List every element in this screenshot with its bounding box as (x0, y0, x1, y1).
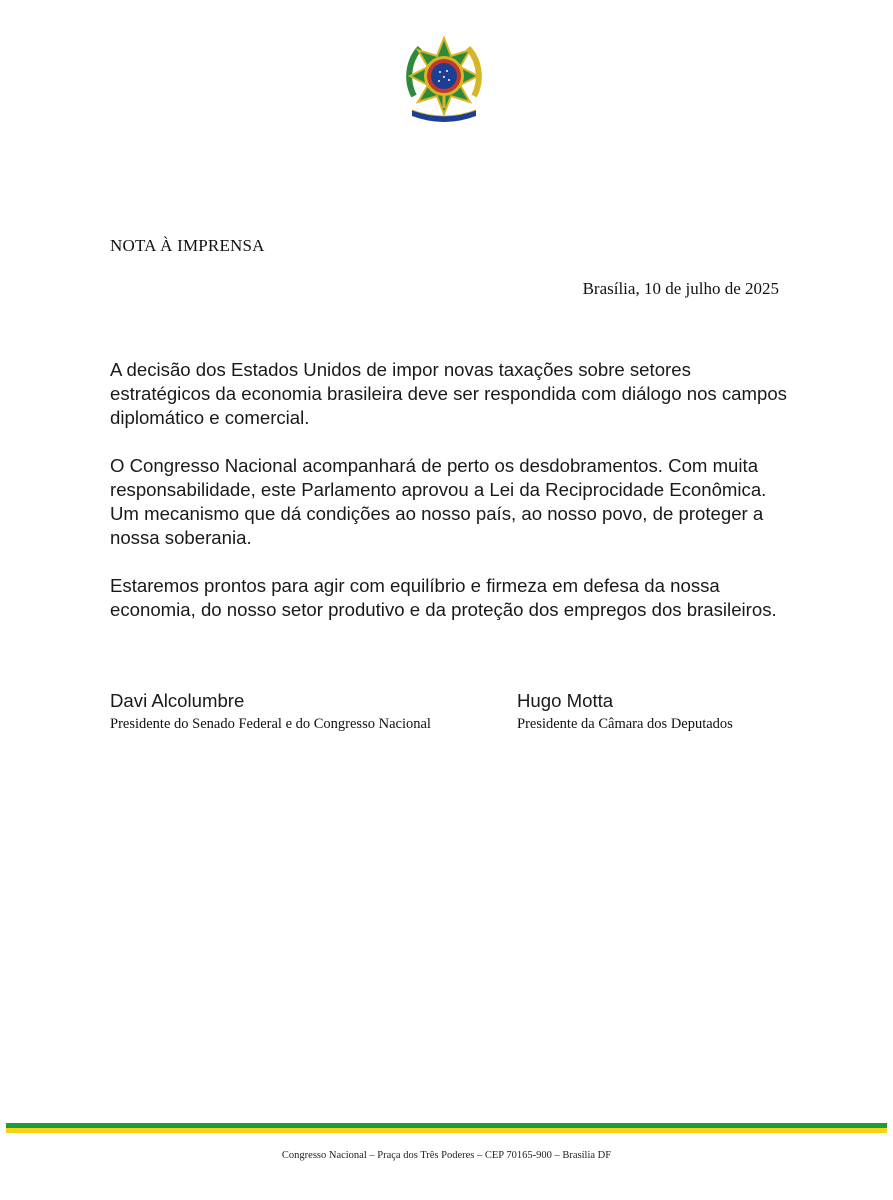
footer-address: Congresso Nacional – Praça dos Três Poderes – CEP 70165-900 – Brasília DF (281, 1150, 612, 1161)
press-note-title: NOTA À IMPRENSA (110, 236, 265, 255)
date-line: Brasília, 10 de julho de 2025 (582, 279, 779, 298)
signatory-role: Presidente da Câmara dos Deputados (517, 716, 733, 732)
footer-band-yellow (6, 1128, 887, 1133)
signature-block-chamber (517, 690, 733, 735)
signature-block-senate (110, 690, 431, 735)
paragraph: Estaremos prontos para agir com equilíbrio e firmeza em defesa da nossa economia, do nosso setor produtivo e da proteção dos empregos dos brasileiros. (110, 575, 777, 620)
paragraph: A decisão dos Estados Unidos de impor novas taxações sobre setores estratégicos da economia brasileira deve ser respondida com diálogo nos campos diplomático e comercial. (110, 359, 787, 428)
signatory-role: Presidente do Senado Federal e do Congresso Nacional (110, 716, 431, 732)
coat-of-arms-icon (404, 36, 484, 122)
signatory-name: Hugo Motta (517, 690, 614, 711)
signatory-name: Davi Alcolumbre (110, 690, 245, 711)
body-text (110, 358, 790, 646)
paragraph: O Congresso Nacional acompanhará de perto os desdobramentos. Com muita responsabilidade, este Parlamento aprovou a Lei da Reciprocidade Econômica. Um mecanismo que dá condições ao nosso país, ao nosso povo, de proteger a nossa soberania. (110, 455, 767, 548)
